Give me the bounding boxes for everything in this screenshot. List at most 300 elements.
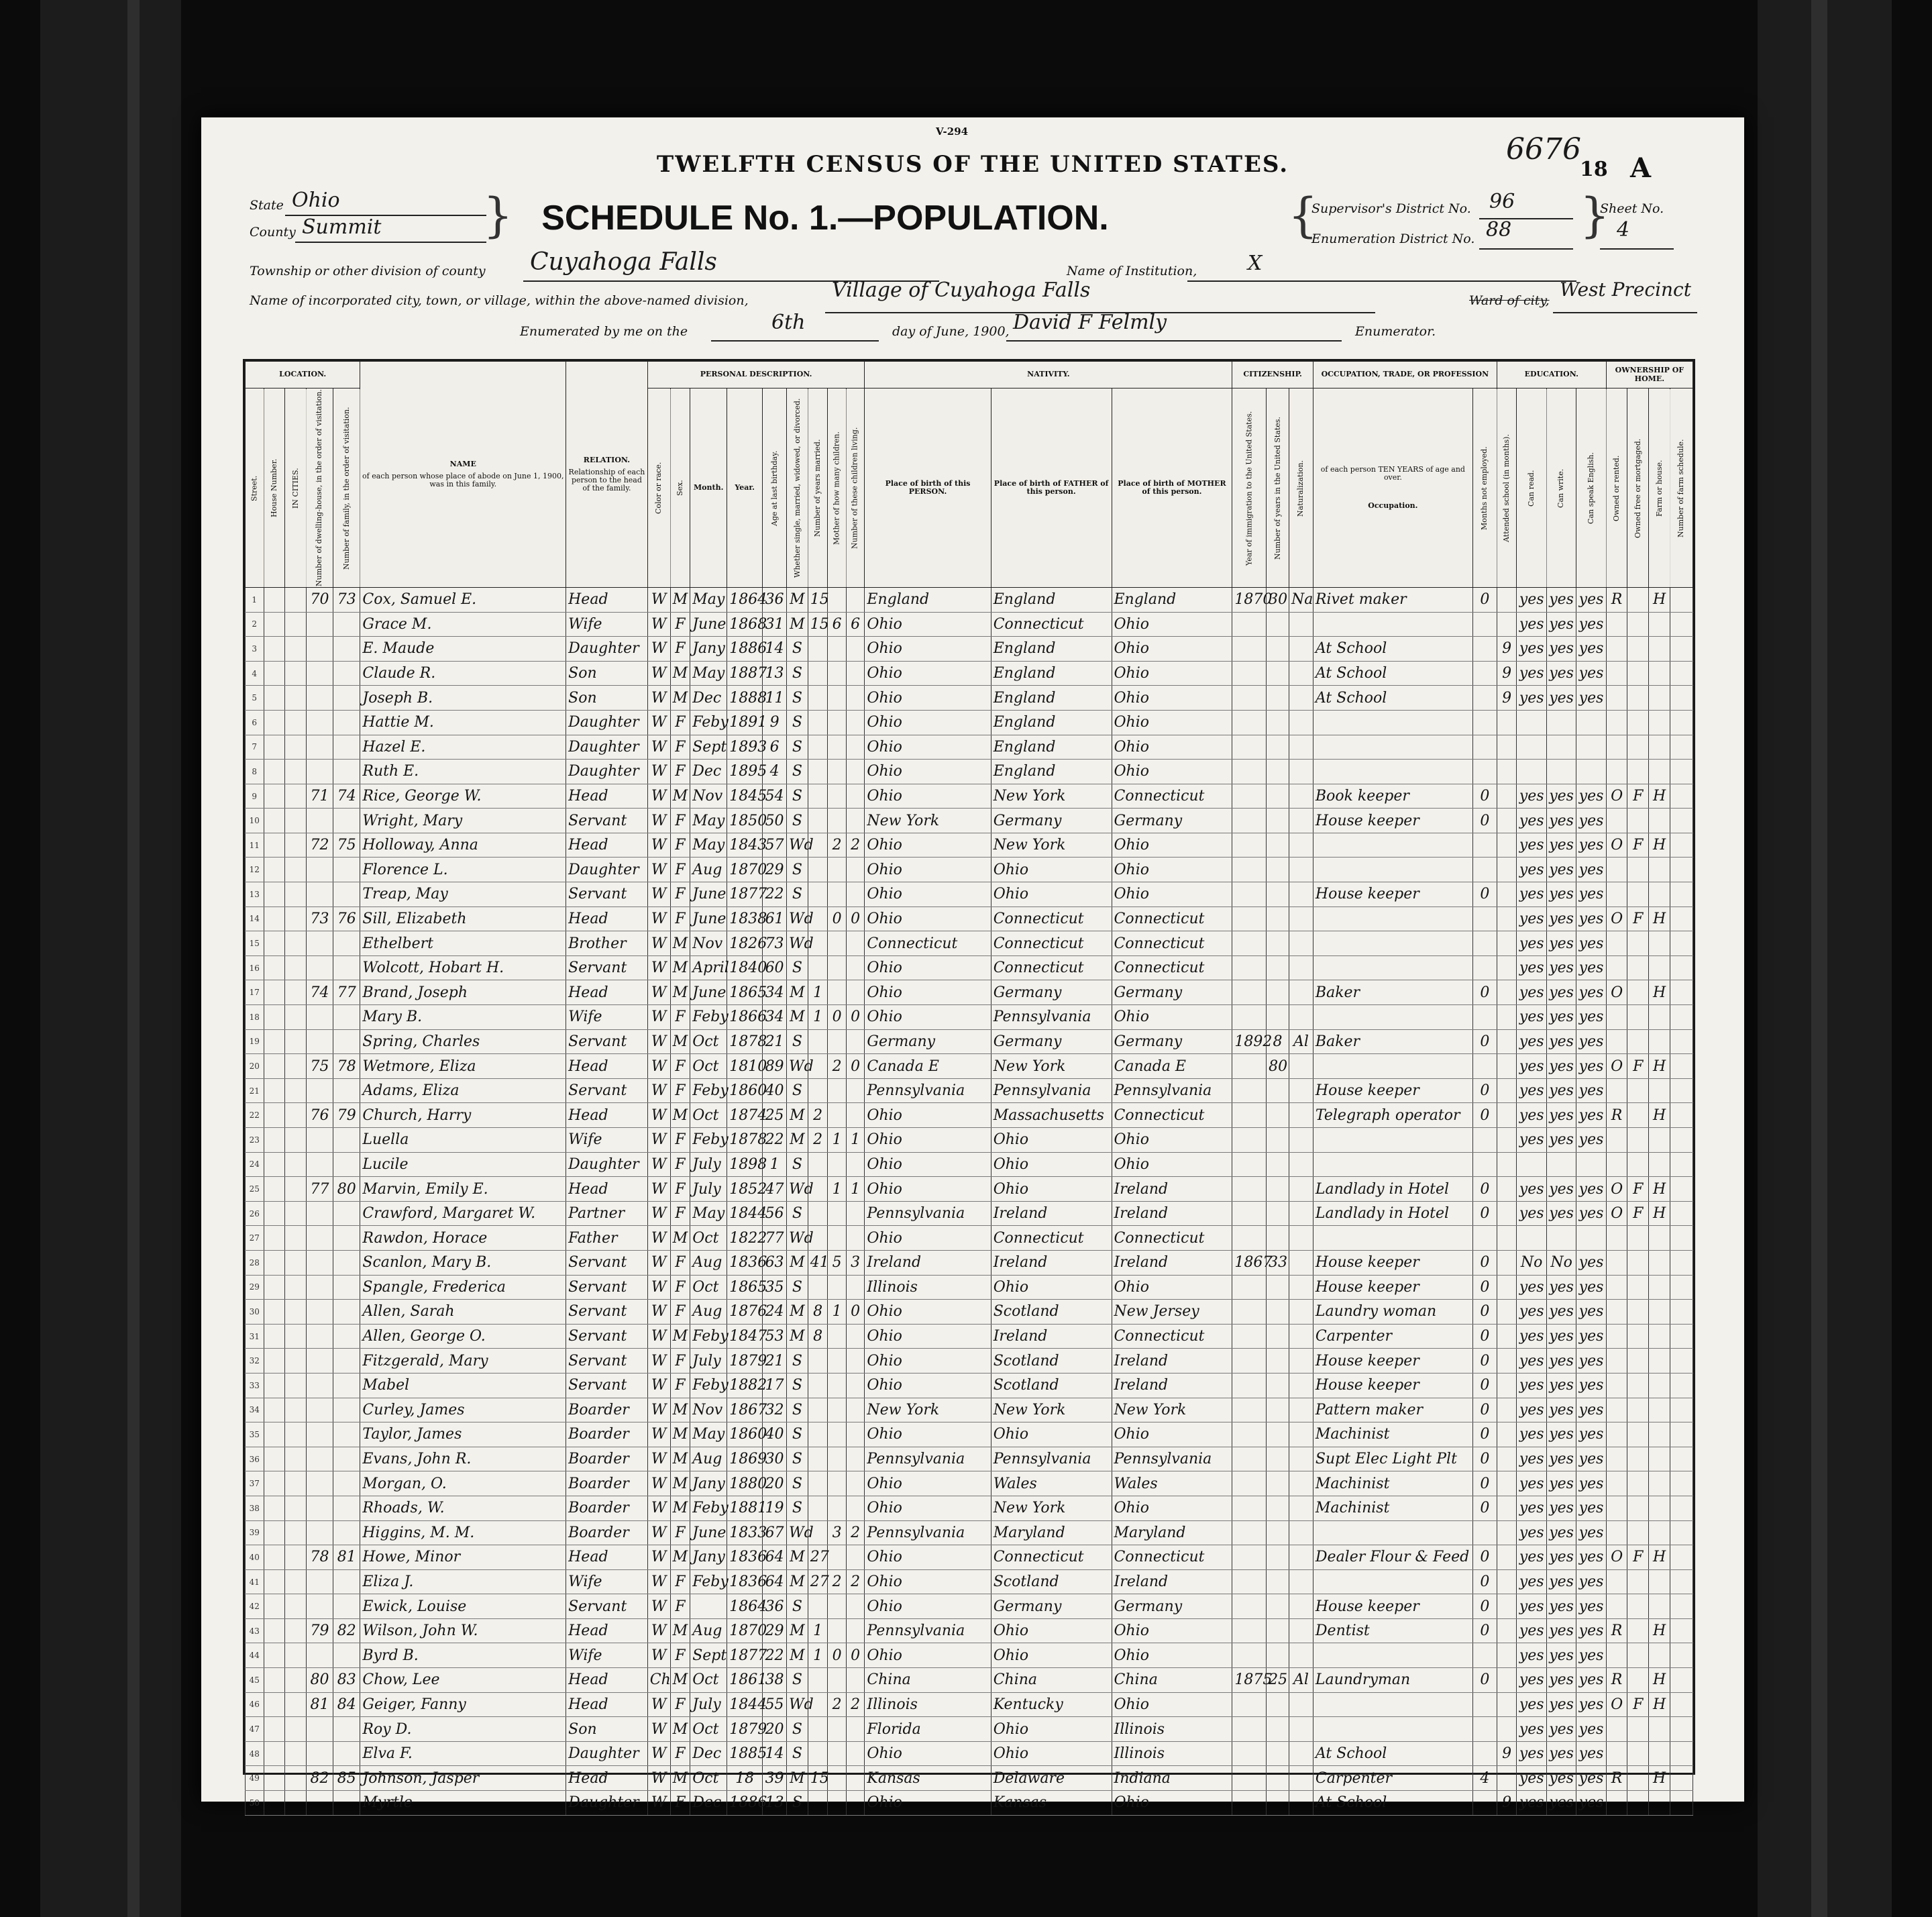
- cell-imm: 1875: [1232, 1668, 1267, 1693]
- relation-header-desc: Relationship of each person to the head of the family.: [568, 467, 645, 493]
- name-header: [360, 362, 566, 588]
- census-row: [246, 1569, 1693, 1594]
- cell-occ: House keeper: [1313, 1373, 1472, 1398]
- cell-rd: yes: [1517, 1447, 1546, 1471]
- cell-house: [285, 1152, 307, 1177]
- cell-ln: 17: [246, 980, 264, 1005]
- cell-farm: [1649, 1594, 1670, 1619]
- cell-pobf: Ohio: [991, 1717, 1112, 1742]
- cell-color: W: [647, 1422, 670, 1447]
- cell-house: [285, 1471, 307, 1496]
- cell-pobm: Germany: [1112, 1594, 1232, 1619]
- cell-farm: [1649, 735, 1670, 760]
- cell-own: [1606, 735, 1627, 760]
- cell-yr: 1864: [727, 587, 763, 612]
- census-row: [246, 1349, 1693, 1374]
- cell-cl: [846, 784, 865, 809]
- cell-sched: [1670, 784, 1693, 809]
- cell-cb: [828, 1791, 847, 1816]
- cell-mo: Feby: [690, 1005, 727, 1030]
- cell-fa: 74: [333, 784, 360, 809]
- census-row: [246, 1324, 1693, 1349]
- cell-rel: Daughter: [566, 710, 648, 735]
- cell-yr: 1874: [727, 1103, 763, 1128]
- cell-house: [285, 1520, 307, 1545]
- cell-imm: [1232, 1128, 1267, 1153]
- cell-name: Brand, Joseph: [360, 980, 566, 1005]
- cell-name: Wetmore, Eliza: [360, 1054, 566, 1079]
- cell-sex: M: [670, 1471, 690, 1496]
- cell-mar: S: [787, 637, 808, 662]
- film-left-bar: [40, 0, 181, 1917]
- cell-mo: May: [690, 1422, 727, 1447]
- cell-dw: [306, 1349, 333, 1374]
- cell-sex: M: [670, 1422, 690, 1447]
- cell-pob: Ohio: [865, 760, 991, 784]
- cell-rel: Servant: [566, 1324, 648, 1349]
- cell-unemp: 0: [1472, 1447, 1497, 1471]
- write-header: Can write.: [1546, 388, 1576, 588]
- cell-mar: M: [787, 980, 808, 1005]
- census-row: [246, 906, 1693, 931]
- cell-pob: Ohio: [865, 1349, 991, 1374]
- cell-unemp: [1472, 1741, 1497, 1766]
- cell-fa: 85: [333, 1766, 360, 1791]
- enumeration-line: [1479, 248, 1573, 250]
- farm-header: Farm or house.: [1649, 388, 1670, 588]
- cell-cb: [828, 1103, 847, 1128]
- census-row: [246, 1422, 1693, 1447]
- cell-mar: S: [787, 1791, 808, 1816]
- cell-cl: [846, 1275, 865, 1300]
- cell-dw: [306, 1078, 333, 1103]
- cell-wr: [1546, 760, 1576, 784]
- cell-en: yes: [1576, 906, 1606, 931]
- cell-en: yes: [1576, 1496, 1606, 1520]
- cell-fa: [333, 955, 360, 980]
- cell-sched: [1670, 1422, 1693, 1447]
- cell-unemp: 0: [1472, 1398, 1497, 1422]
- cell-mort: [1627, 1447, 1649, 1471]
- cell-pobf: Scotland: [991, 1373, 1112, 1398]
- cell-sch: [1497, 931, 1517, 956]
- schedule-title: SCHEDULE No. 1.—POPULATION.: [541, 199, 1109, 238]
- cell-cb: [828, 1422, 847, 1447]
- cell-name: Wolcott, Hobart H.: [360, 955, 566, 980]
- cell-mort: [1627, 1643, 1649, 1668]
- cell-en: yes: [1576, 858, 1606, 882]
- read-header: Can read.: [1517, 388, 1546, 588]
- cell-cb: [828, 1373, 847, 1398]
- cell-sex: F: [670, 1152, 690, 1177]
- cell-street: [264, 1692, 285, 1717]
- cell-name: Eliza J.: [360, 1569, 566, 1594]
- cell-ln: 1: [246, 587, 264, 612]
- cell-farm: H: [1649, 833, 1670, 858]
- cell-sch: [1497, 587, 1517, 612]
- cell-wr: yes: [1546, 661, 1576, 686]
- cell-mort: [1627, 955, 1649, 980]
- marital-header: Whether single, married, widowed, or divorced.: [787, 388, 808, 588]
- cell-name: Allen, George O.: [360, 1324, 566, 1349]
- cell-rel: Servant: [566, 1250, 648, 1275]
- cell-mo: July: [690, 1349, 727, 1374]
- cell-house: [285, 1741, 307, 1766]
- cell-nat: [1289, 906, 1313, 931]
- cell-farm: [1649, 1226, 1670, 1251]
- cell-mar: S: [787, 1594, 808, 1619]
- cell-street: [264, 1373, 285, 1398]
- cell-sex: F: [670, 1373, 690, 1398]
- cell-color: W: [647, 784, 670, 809]
- cell-rd: yes: [1517, 1643, 1546, 1668]
- cell-farm: [1649, 809, 1670, 833]
- cell-unemp: 0: [1472, 1300, 1497, 1325]
- cell-mort: [1627, 1103, 1649, 1128]
- cell-sch: [1497, 1422, 1517, 1447]
- cell-yus: [1267, 1226, 1289, 1251]
- cell-sex: F: [670, 906, 690, 931]
- cell-ln: 7: [246, 735, 264, 760]
- cell-pob: Ohio: [865, 955, 991, 980]
- cell-yr: 1844: [727, 1692, 763, 1717]
- cell-pobm: England: [1112, 587, 1232, 612]
- cell-pobm: Ohio: [1112, 1496, 1232, 1520]
- cell-yr: 1870: [727, 858, 763, 882]
- cell-occ: House keeper: [1313, 1078, 1472, 1103]
- cell-sched: [1670, 931, 1693, 956]
- cell-street: [264, 833, 285, 858]
- cell-name: Sill, Elizabeth: [360, 906, 566, 931]
- cell-occ: Machinist: [1313, 1422, 1472, 1447]
- cell-farm: H: [1649, 1618, 1670, 1643]
- cell-occ: Baker: [1313, 1029, 1472, 1054]
- cell-sex: F: [670, 760, 690, 784]
- cell-pobf: Wales: [991, 1471, 1112, 1496]
- cell-farm: [1649, 1791, 1670, 1816]
- census-row: [246, 1128, 1693, 1153]
- cell-pobf: Connecticut: [991, 931, 1112, 956]
- cell-occ: [1313, 1226, 1472, 1251]
- cell-nat: [1289, 1250, 1313, 1275]
- cell-unemp: 0: [1472, 1594, 1497, 1619]
- cell-sched: [1670, 661, 1693, 686]
- cell-sch: [1497, 858, 1517, 882]
- cell-nat: [1289, 980, 1313, 1005]
- cell-en: yes: [1576, 1717, 1606, 1742]
- cell-name: Spring, Charles: [360, 1029, 566, 1054]
- cell-mort: F: [1627, 784, 1649, 809]
- cell-sch: [1497, 809, 1517, 833]
- cell-rd: yes: [1517, 1128, 1546, 1153]
- cell-cl: [846, 1545, 865, 1570]
- cell-unemp: 0: [1472, 1349, 1497, 1374]
- cell-cl: [846, 980, 865, 1005]
- cell-fa: [333, 686, 360, 711]
- cell-ym: [808, 1496, 828, 1520]
- cell-pobm: Ohio: [1112, 661, 1232, 686]
- cell-ym: [808, 784, 828, 809]
- cell-pobm: Germany: [1112, 809, 1232, 833]
- cell-ym: [808, 686, 828, 711]
- cell-occ: At School: [1313, 1741, 1472, 1766]
- enumerator-label: Enumerator.: [1355, 324, 1436, 339]
- cell-nat: Al: [1289, 1668, 1313, 1693]
- cell-rd: yes: [1517, 858, 1546, 882]
- cell-cl: [846, 1471, 865, 1496]
- cell-name: Wright, Mary: [360, 809, 566, 833]
- cell-fa: [333, 710, 360, 735]
- cell-unemp: [1472, 686, 1497, 711]
- cell-sched: [1670, 1324, 1693, 1349]
- cell-color: W: [647, 1447, 670, 1471]
- cell-sex: M: [670, 1496, 690, 1520]
- cell-fa: [333, 858, 360, 882]
- cell-dw: [306, 858, 333, 882]
- cell-mar: S: [787, 955, 808, 980]
- cell-age: 29: [763, 858, 787, 882]
- cell-mort: [1627, 858, 1649, 882]
- cell-name: Howe, Minor: [360, 1545, 566, 1570]
- cell-street: [264, 1618, 285, 1643]
- cell-house: [285, 1324, 307, 1349]
- cell-mort: [1627, 1569, 1649, 1594]
- cell-occ: Carpenter: [1313, 1324, 1472, 1349]
- cell-dw: [306, 1447, 333, 1471]
- cell-sched: [1670, 1275, 1693, 1300]
- cell-cl: [846, 1078, 865, 1103]
- cell-rel: Head: [566, 906, 648, 931]
- cell-own: [1606, 809, 1627, 833]
- cell-pobf: New York: [991, 784, 1112, 809]
- cell-nat: [1289, 1496, 1313, 1520]
- cell-own: [1606, 931, 1627, 956]
- cell-name: E. Maude: [360, 637, 566, 662]
- cell-occ: At School: [1313, 686, 1472, 711]
- cell-mo: May: [690, 587, 727, 612]
- cell-rel: Servant: [566, 1029, 648, 1054]
- cell-occ: At School: [1313, 661, 1472, 686]
- cell-fa: 75: [333, 833, 360, 858]
- cell-en: yes: [1576, 931, 1606, 956]
- cell-fa: [333, 612, 360, 637]
- cell-street: [264, 1422, 285, 1447]
- cell-mar: Wd: [787, 1520, 808, 1545]
- name-header-title: NAME: [449, 459, 476, 468]
- cell-dw: [306, 1422, 333, 1447]
- cell-pob: Illinois: [865, 1692, 991, 1717]
- cell-mort: [1627, 760, 1649, 784]
- cell-pob: Germany: [865, 1029, 991, 1054]
- cell-age: 61: [763, 906, 787, 931]
- cell-pobf: Ireland: [991, 1201, 1112, 1226]
- cell-color: W: [647, 858, 670, 882]
- cell-rd: yes: [1517, 833, 1546, 858]
- cell-age: 63: [763, 1250, 787, 1275]
- cell-nat: [1289, 1005, 1313, 1030]
- cell-rd: yes: [1517, 1692, 1546, 1717]
- cell-en: yes: [1576, 1349, 1606, 1374]
- cell-rd: yes: [1517, 931, 1546, 956]
- cell-occ: Book keeper: [1313, 784, 1472, 809]
- cell-farm: [1649, 1520, 1670, 1545]
- cell-street: [264, 612, 285, 637]
- cell-mar: Wd: [787, 1054, 808, 1079]
- cell-occ: [1313, 735, 1472, 760]
- cell-ln: 48: [246, 1741, 264, 1766]
- cell-yr: 1886: [727, 637, 763, 662]
- cell-name: Byrd B.: [360, 1643, 566, 1668]
- cell-yus: [1267, 1078, 1289, 1103]
- township-label: Township or other division of county: [250, 264, 486, 278]
- cell-own: [1606, 1250, 1627, 1275]
- cell-nat: [1289, 1741, 1313, 1766]
- cell-sched: [1670, 1078, 1693, 1103]
- cell-sex: F: [670, 1201, 690, 1226]
- cell-yus: [1267, 784, 1289, 809]
- cell-rd: [1517, 1152, 1546, 1177]
- cell-rd: yes: [1517, 1717, 1546, 1742]
- cell-rd: yes: [1517, 1078, 1546, 1103]
- cell-cb: [828, 1741, 847, 1766]
- cell-wr: yes: [1546, 1029, 1576, 1054]
- cell-ym: 15: [808, 587, 828, 612]
- cell-street: [264, 1668, 285, 1693]
- cell-nat: [1289, 686, 1313, 711]
- cell-street: [264, 1250, 285, 1275]
- enumerated-label: Enumerated by me on the: [520, 324, 688, 339]
- cell-ln: 6: [246, 710, 264, 735]
- cell-yr: 1879: [727, 1717, 763, 1742]
- cell-house: [285, 1618, 307, 1643]
- cell-pobf: Kansas: [991, 1791, 1112, 1816]
- cell-wr: yes: [1546, 1054, 1576, 1079]
- cell-yus: [1267, 1643, 1289, 1668]
- cell-sch: [1497, 1569, 1517, 1594]
- occupation-desc: of each person TEN YEARS of age and over.: [1320, 464, 1465, 482]
- cell-fa: 82: [333, 1618, 360, 1643]
- cell-dw: 82: [306, 1766, 333, 1791]
- cell-name: Elva F.: [360, 1741, 566, 1766]
- cell-house: [285, 980, 307, 1005]
- cell-name: Treap, May: [360, 882, 566, 907]
- cell-ln: 3: [246, 637, 264, 662]
- sex-header: Sex.: [670, 388, 690, 588]
- census-row: [246, 955, 1693, 980]
- cell-sch: 9: [1497, 1791, 1517, 1816]
- cell-unemp: [1472, 735, 1497, 760]
- cell-nat: [1289, 1520, 1313, 1545]
- cell-sex: M: [670, 1029, 690, 1054]
- cell-cl: [846, 1766, 865, 1791]
- cell-unemp: 0: [1472, 784, 1497, 809]
- census-row: [246, 1275, 1693, 1300]
- cell-nat: [1289, 858, 1313, 882]
- cell-cb: [828, 1201, 847, 1226]
- cell-sch: [1497, 1594, 1517, 1619]
- cell-name: Rice, George W.: [360, 784, 566, 809]
- cell-imm: [1232, 1398, 1267, 1422]
- cell-rel: Servant: [566, 1349, 648, 1374]
- cell-unemp: [1472, 612, 1497, 637]
- cell-sch: [1497, 1250, 1517, 1275]
- cell-rd: yes: [1517, 1398, 1546, 1422]
- cell-imm: [1232, 1717, 1267, 1742]
- cell-rd: yes: [1517, 1324, 1546, 1349]
- cell-farm: H: [1649, 1668, 1670, 1693]
- cell-own: [1606, 1643, 1627, 1668]
- cell-unemp: [1472, 1054, 1497, 1079]
- date-label: day of June, 1900,: [892, 324, 1010, 339]
- cell-mar: M: [787, 612, 808, 637]
- cell-imm: [1232, 1766, 1267, 1791]
- cell-own: O: [1606, 980, 1627, 1005]
- cell-yus: 33: [1267, 1250, 1289, 1275]
- cell-occ: House keeper: [1313, 1349, 1472, 1374]
- cell-sex: M: [670, 1103, 690, 1128]
- cell-color: W: [647, 1201, 670, 1226]
- cell-occ: House keeper: [1313, 1250, 1472, 1275]
- cell-ym: [808, 955, 828, 980]
- census-row: [246, 833, 1693, 858]
- cell-wr: yes: [1546, 587, 1576, 612]
- cell-age: 21: [763, 1349, 787, 1374]
- cell-mo: Aug: [690, 1618, 727, 1643]
- cell-pobm: Ohio: [1112, 1422, 1232, 1447]
- cell-fa: [333, 1029, 360, 1054]
- cell-house: [285, 1545, 307, 1570]
- cell-mo: May: [690, 809, 727, 833]
- occupation-header: OCCUPATION, TRADE, OR PROFESSION: [1313, 362, 1497, 388]
- cell-occ: [1313, 1054, 1472, 1079]
- cell-mo: Dec: [690, 1791, 727, 1816]
- cell-yr: 1885: [727, 1741, 763, 1766]
- cell-mar: S: [787, 1275, 808, 1300]
- cell-own: O: [1606, 1054, 1627, 1079]
- cell-ym: [808, 1447, 828, 1471]
- cell-rel: Boarder: [566, 1496, 648, 1520]
- cell-fa: [333, 1741, 360, 1766]
- cell-sex: M: [670, 587, 690, 612]
- cell-imm: [1232, 1152, 1267, 1177]
- cell-age: 64: [763, 1545, 787, 1570]
- cell-rel: Daughter: [566, 1741, 648, 1766]
- cell-own: [1606, 1594, 1627, 1619]
- cell-sex: M: [670, 1447, 690, 1471]
- cell-street: [264, 1152, 285, 1177]
- cell-fa: 83: [333, 1668, 360, 1693]
- cell-ln: 22: [246, 1103, 264, 1128]
- cell-house: [285, 784, 307, 809]
- census-row: [246, 1201, 1693, 1226]
- cell-mar: S: [787, 882, 808, 907]
- cell-dw: [306, 1029, 333, 1054]
- cell-sch: 9: [1497, 661, 1517, 686]
- cell-yr: 1810: [727, 1054, 763, 1079]
- cell-en: [1576, 1226, 1606, 1251]
- cell-wr: yes: [1546, 1668, 1576, 1693]
- cell-sched: [1670, 1005, 1693, 1030]
- cell-occ: Machinist: [1313, 1496, 1472, 1520]
- cell-farm: [1649, 1005, 1670, 1030]
- cell-color: W: [647, 1029, 670, 1054]
- cell-color: W: [647, 1791, 670, 1816]
- cell-ym: [808, 1029, 828, 1054]
- cell-sex: M: [670, 955, 690, 980]
- cell-house: [285, 1103, 307, 1128]
- cell-dw: 81: [306, 1692, 333, 1717]
- cell-sched: [1670, 1349, 1693, 1374]
